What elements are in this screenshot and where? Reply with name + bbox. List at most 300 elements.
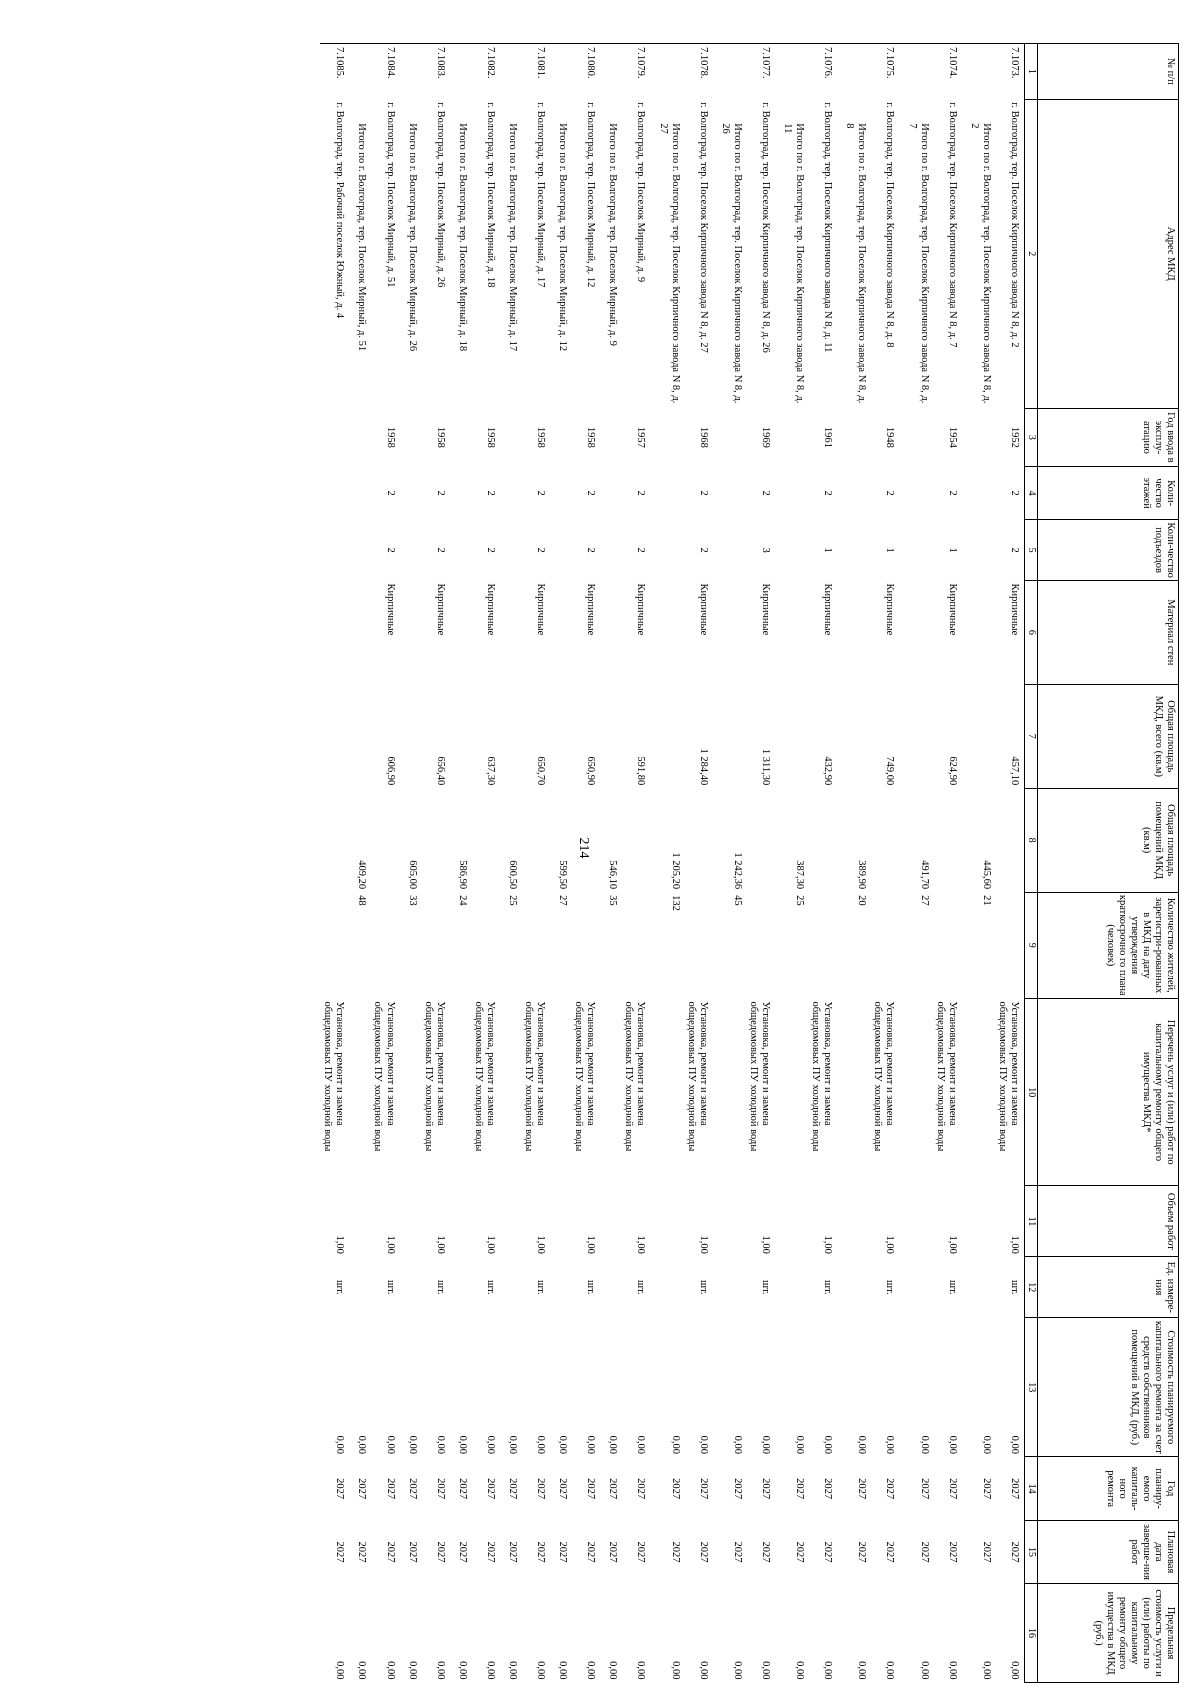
total-area-cell: 1 311,30 xyxy=(760,748,771,786)
subtotal-repair-year-cell: 2027 xyxy=(406,1478,418,1500)
subtotal-cost-cell: 0,00 xyxy=(794,1435,806,1454)
column-number-cell: 16 xyxy=(1025,1584,1038,1683)
table-row xyxy=(421,44,450,1683)
work-list-cell: Установка, ремонт и замена общедомовых ПУ холодной воды xyxy=(372,1001,396,1152)
limit-cost-cell: 0,00 xyxy=(334,1661,346,1680)
subtotal-completion-year-cell: 2027 xyxy=(356,1541,368,1563)
row-number-cell: 7.1078. xyxy=(684,44,713,100)
wall-material-cell: Кирпичные xyxy=(822,583,834,636)
subtotal-completion-year-cell: 2027 xyxy=(794,1541,806,1563)
unit-cell: шт. xyxy=(334,1279,346,1295)
completion-year-cell: 2027 xyxy=(1009,1541,1020,1563)
subtotal-address-cell: Итого по г. Волгоград, тер. Поселок Кирпичного завода N 8, д. 7 xyxy=(906,123,930,404)
subtotal-row xyxy=(775,44,808,1683)
repair-year-cell: 2027 xyxy=(384,1478,396,1500)
subtotal-completion-year-cell: 2027 xyxy=(731,1541,743,1563)
floors-cell: 2 xyxy=(535,490,547,496)
repair-year-cell: 2027 xyxy=(697,1478,709,1500)
address-cell: г. Волгоград, тер. Рабочий поселок Южный, д. 4 xyxy=(334,102,346,319)
subtotal-limit-cost-cell: 0,00 xyxy=(669,1661,681,1680)
residents-cell xyxy=(320,892,349,998)
subtotal-empty-cell xyxy=(962,408,995,466)
address-cell: г. Волгоград, тер. Поселок Кирпичного завода N 8, д. 7 xyxy=(946,102,958,348)
subtotal-premises-area-cell: 409,20 xyxy=(356,860,368,890)
wall-material-cell: Кирпичные xyxy=(1009,583,1020,636)
premises-area-cell xyxy=(995,788,1025,892)
subtotal-limit-cost-cell: 0,00 xyxy=(794,1661,806,1680)
subtotal-number-cell xyxy=(837,44,870,100)
table-row xyxy=(808,44,837,1683)
subtotal-empty-cell xyxy=(349,684,370,788)
unit-cell: шт. xyxy=(1009,1279,1020,1295)
floors-cell: 2 xyxy=(760,490,771,496)
row-number-cell: 7.1073. xyxy=(995,44,1025,100)
subtotal-completion-year-cell: 2027 xyxy=(607,1541,619,1563)
limit-cost-cell: 0,00 xyxy=(585,1661,597,1680)
subtotal-cost-cell: 0,00 xyxy=(456,1435,468,1454)
subtotal-repair-year-cell: 2027 xyxy=(918,1478,930,1500)
limit-cost-cell: 0,00 xyxy=(484,1661,496,1680)
total-area-cell: 624,90 xyxy=(946,756,958,786)
table-body xyxy=(320,44,1024,1683)
row-number-cell: 7.1083. xyxy=(421,44,450,100)
limit-cost-cell: 0,00 xyxy=(822,1661,834,1680)
subtotal-row xyxy=(500,44,521,1683)
completion-year-cell: 2027 xyxy=(697,1541,709,1563)
premises-area-cell xyxy=(521,788,550,892)
subtotal-premises-area-cell: 546,10 xyxy=(607,860,619,890)
subtotal-empty-cell xyxy=(713,1257,746,1318)
floors-cell: 2 xyxy=(946,490,958,496)
owners-cost-cell: 0,00 xyxy=(1009,1435,1020,1454)
total-area-cell: 637,30 xyxy=(484,756,496,786)
wall-material-cell: Кирпичные xyxy=(946,583,958,636)
subtotal-cost-cell: 0,00 xyxy=(607,1435,619,1454)
completion-year-cell: 2027 xyxy=(884,1541,896,1563)
subtotal-empty-cell xyxy=(775,1186,808,1257)
premises-area-cell xyxy=(870,788,899,892)
completion-year-cell: 2027 xyxy=(484,1541,496,1563)
subtotal-empty-cell xyxy=(450,1186,471,1257)
subtotal-number-cell xyxy=(962,44,995,100)
subtotal-repair-year-cell: 2027 xyxy=(356,1478,368,1500)
entrances-cell: 2 xyxy=(1009,547,1020,553)
residents-cell xyxy=(471,892,500,998)
subtotal-empty-cell xyxy=(550,1257,571,1318)
subtotal-empty-cell xyxy=(651,467,684,520)
owners-cost-cell: 0,00 xyxy=(635,1435,647,1454)
subtotal-empty-cell xyxy=(775,467,808,520)
subtotal-empty-cell xyxy=(600,684,621,788)
subtotal-completion-year-cell: 2027 xyxy=(406,1541,418,1563)
subtotal-empty-cell xyxy=(450,998,471,1185)
column-number-cell: 8 xyxy=(1025,788,1038,892)
header-cell: Количество жителей, зарегистри-рованных в МКД на дату утверждения краткосрочно го плана (человек) xyxy=(1038,892,1179,998)
row-number-cell: 7.1075. xyxy=(870,44,899,100)
subtotal-empty-cell xyxy=(500,684,521,788)
unit-cell: шт. xyxy=(635,1279,647,1295)
repair-year-cell: 2027 xyxy=(334,1478,346,1500)
work-list-cell: Установка, ремонт и замена общедомовых ПУ холодной воды xyxy=(573,1001,597,1152)
subtotal-empty-cell xyxy=(713,467,746,520)
subtotal-row xyxy=(900,44,933,1683)
residents-cell xyxy=(571,892,600,998)
wall-material-cell: Кирпичные xyxy=(384,583,396,636)
subtotal-completion-year-cell: 2027 xyxy=(980,1541,992,1563)
subtotal-empty-cell xyxy=(962,1257,995,1318)
work-list-cell: Установка, ремонт и замена общедомовых ПУ холодной воды xyxy=(523,1001,547,1152)
subtotal-repair-year-cell: 2027 xyxy=(507,1478,518,1500)
residents-cell xyxy=(370,892,399,998)
row-number-cell: 7.1076. xyxy=(808,44,837,100)
subtotal-premises-area-cell: 445,60 xyxy=(980,860,992,890)
subtotal-cost-cell: 0,00 xyxy=(980,1435,992,1454)
residents-cell xyxy=(621,892,650,998)
subtotal-empty-cell xyxy=(713,684,746,788)
table-row xyxy=(571,44,600,1683)
subtotal-residents-cell: 132 xyxy=(669,895,681,911)
owners-cost-cell: 0,00 xyxy=(697,1435,709,1454)
owners-cost-cell: 0,00 xyxy=(334,1435,346,1454)
subtotal-cost-cell: 0,00 xyxy=(669,1435,681,1454)
commission-year-cell: 1968 xyxy=(697,426,709,448)
subtotal-address-cell: Итого по г. Волгоград, тер. Поселок Кирпичного завода N 8, д. 2 xyxy=(968,123,992,404)
subtotal-empty-cell xyxy=(550,520,571,581)
commission-year-cell: 1958 xyxy=(585,426,597,448)
subtotal-empty-cell xyxy=(550,467,571,520)
subtotal-empty-cell xyxy=(500,998,521,1185)
subtotal-empty-cell xyxy=(500,1186,521,1257)
subtotal-empty-cell xyxy=(400,1257,421,1318)
subtotal-number-cell xyxy=(500,44,521,100)
subtotal-empty-cell xyxy=(651,581,684,685)
subtotal-limit-cost-cell: 0,00 xyxy=(356,1661,368,1680)
column-number-cell: 11 xyxy=(1025,1186,1038,1257)
column-number-row xyxy=(1025,44,1038,1683)
repair-year-cell: 2027 xyxy=(1009,1478,1020,1500)
work-volume-cell: 1,00 xyxy=(334,1235,346,1254)
header-cell: Предельная стоимость услуги и (или) работы по капитальному ремонту общего имущества в МКД (руб.) xyxy=(1038,1584,1179,1683)
row-number-cell: 7.1081. xyxy=(521,44,550,100)
subtotal-empty-cell xyxy=(837,684,870,788)
owners-cost-cell: 0,00 xyxy=(884,1435,896,1454)
work-list-cell: Установка, ремонт и замена общедомовых ПУ холодной воды xyxy=(623,1001,647,1152)
work-list-cell: Установка, ремонт и замена общедомовых ПУ холодной воды xyxy=(747,1001,771,1152)
premises-area-cell xyxy=(746,788,775,892)
wall-material-cell: Кирпичные xyxy=(535,583,547,636)
entrances-cell: 2 xyxy=(384,547,396,553)
total-area-cell: 457,10 xyxy=(1009,756,1020,786)
limit-cost-cell: 0,00 xyxy=(434,1661,446,1680)
premises-area-cell xyxy=(421,788,450,892)
subtotal-empty-cell xyxy=(962,1186,995,1257)
completion-year-cell: 2027 xyxy=(434,1541,446,1563)
subtotal-row xyxy=(651,44,684,1683)
subtotal-repair-year-cell: 2027 xyxy=(856,1478,868,1500)
subtotal-empty-cell xyxy=(400,408,421,466)
work-volume-cell: 1,00 xyxy=(760,1235,771,1254)
subtotal-empty-cell xyxy=(775,581,808,685)
owners-cost-cell: 0,00 xyxy=(760,1435,771,1454)
subtotal-empty-cell xyxy=(837,998,870,1185)
total-area-cell: 1 284,40 xyxy=(697,748,709,786)
subtotal-empty-cell xyxy=(349,467,370,520)
work-list-cell: Установка, ремонт и замена общедомовых ПУ холодной воды xyxy=(472,1001,496,1152)
header-cell: № п/п xyxy=(1038,44,1179,100)
subtotal-residents-cell: 27 xyxy=(557,895,569,906)
subtotal-cost-cell: 0,00 xyxy=(406,1435,418,1454)
subtotal-premises-area-cell: 586,90 xyxy=(456,860,468,890)
subtotal-empty-cell xyxy=(837,467,870,520)
owners-cost-cell: 0,00 xyxy=(384,1435,396,1454)
subtotal-empty-cell xyxy=(900,1186,933,1257)
header-cell: Год планиру-емого капиталь-ного ремонта xyxy=(1038,1457,1179,1520)
work-volume-cell: 1,00 xyxy=(884,1235,896,1254)
limit-cost-cell: 0,00 xyxy=(760,1661,771,1680)
subtotal-empty-cell xyxy=(600,1257,621,1318)
residents-cell xyxy=(421,892,450,998)
subtotal-cost-cell: 0,00 xyxy=(856,1435,868,1454)
subtotal-premises-area-cell: 387,30 xyxy=(794,860,806,890)
header-cell: Объем работ xyxy=(1038,1186,1179,1257)
repair-year-cell: 2027 xyxy=(822,1478,834,1500)
residents-cell xyxy=(870,892,899,998)
work-volume-cell: 1,00 xyxy=(635,1235,647,1254)
subtotal-repair-year-cell: 2027 xyxy=(794,1478,806,1500)
commission-year-cell: 1958 xyxy=(484,426,496,448)
entrances-cell: 2 xyxy=(635,547,647,553)
table-row xyxy=(320,44,349,1683)
wall-material-cell xyxy=(320,581,349,685)
subtotal-empty-cell xyxy=(450,581,471,685)
subtotal-empty-cell xyxy=(400,467,421,520)
subtotal-completion-year-cell: 2027 xyxy=(557,1541,569,1563)
address-cell: г. Волгоград, тер. Поселок Кирпичного завода N 8, д. 8 xyxy=(884,102,896,348)
premises-area-cell xyxy=(621,788,650,892)
subtotal-number-cell xyxy=(400,44,421,100)
owners-cost-cell: 0,00 xyxy=(822,1435,834,1454)
completion-year-cell: 2027 xyxy=(822,1541,834,1563)
subtotal-limit-cost-cell: 0,00 xyxy=(980,1661,992,1680)
subtotal-residents-cell: 48 xyxy=(356,895,368,906)
subtotal-repair-year-cell: 2027 xyxy=(980,1478,992,1500)
address-cell: г. Волгоград, тер. Поселок Кирпичного завода N 8, д. 2 xyxy=(1009,102,1020,348)
work-list-cell: Установка, ремонт и замена общедомовых ПУ холодной воды xyxy=(322,1001,346,1152)
subtotal-number-cell xyxy=(600,44,621,100)
subtotal-empty-cell xyxy=(775,1257,808,1318)
limit-cost-cell: 0,00 xyxy=(384,1661,396,1680)
subtotal-number-cell xyxy=(775,44,808,100)
header-row xyxy=(1038,44,1179,1683)
work-list-cell: Установка, ремонт и замена общедомовых ПУ холодной воды xyxy=(810,1001,834,1152)
entrances-cell: 2 xyxy=(535,547,547,553)
owners-cost-cell: 0,00 xyxy=(585,1435,597,1454)
wall-material-cell: Кирпичные xyxy=(884,583,896,636)
address-cell: г. Волгоград, тер. Поселок Мирный, д. 18 xyxy=(484,102,496,288)
address-cell: г. Волгоград, тер. Поселок Мирный, д. 51 xyxy=(384,102,396,288)
subtotal-address-cell: Итого по г. Волгоград, тер. Поселок Мирный, д. 12 xyxy=(557,123,569,352)
column-number-cell: 2 xyxy=(1025,99,1038,408)
floors-cell: 2 xyxy=(384,490,396,496)
subtotal-empty-cell xyxy=(837,1186,870,1257)
repair-plan-table xyxy=(320,43,1179,1683)
subtotal-empty-cell xyxy=(713,1186,746,1257)
subtotal-address-cell: Итого по г. Волгоград, тер. Поселок Кирпичного завода N 8, д. 8 xyxy=(844,123,868,404)
subtotal-empty-cell xyxy=(349,1186,370,1257)
subtotal-address-cell: Итого по г. Волгоград, тер. Поселок Кирпичного завода N 8, д. 27 xyxy=(657,123,681,404)
floors-cell: 2 xyxy=(1009,490,1020,496)
wall-material-cell: Кирпичные xyxy=(434,583,446,636)
subtotal-repair-year-cell: 2027 xyxy=(607,1478,619,1500)
limit-cost-cell: 0,00 xyxy=(697,1661,709,1680)
subtotal-empty-cell xyxy=(550,408,571,466)
column-number-cell: 1 xyxy=(1025,44,1038,100)
unit-cell: шт. xyxy=(884,1279,896,1295)
subtotal-empty-cell xyxy=(713,998,746,1185)
premises-area-cell xyxy=(571,788,600,892)
subtotal-empty-cell xyxy=(713,520,746,581)
subtotal-empty-cell xyxy=(450,467,471,520)
rotated-page xyxy=(39,43,1179,1683)
subtotal-empty-cell xyxy=(962,998,995,1185)
repair-year-cell: 2027 xyxy=(434,1478,446,1500)
table-row xyxy=(995,44,1025,1683)
subtotal-empty-cell xyxy=(651,1257,684,1318)
commission-year-cell: 1952 xyxy=(1009,426,1020,448)
subtotal-empty-cell xyxy=(550,998,571,1185)
subtotal-empty-cell xyxy=(400,581,421,685)
column-number-cell: 13 xyxy=(1025,1318,1038,1457)
subtotal-repair-year-cell: 2027 xyxy=(731,1478,743,1500)
table-row xyxy=(933,44,962,1683)
subtotal-empty-cell xyxy=(400,1186,421,1257)
subtotal-empty-cell xyxy=(651,520,684,581)
subtotal-address-cell: Итого по г. Волгоград, тер. Поселок Мирный, д. 18 xyxy=(456,123,468,352)
completion-year-cell: 2027 xyxy=(384,1541,396,1563)
subtotal-empty-cell xyxy=(600,998,621,1185)
subtotal-address-cell: Итого по г. Волгоград, тер. Поселок Мирный, д. 17 xyxy=(507,123,518,352)
column-number-cell: 12 xyxy=(1025,1257,1038,1318)
repair-year-cell: 2027 xyxy=(585,1478,597,1500)
row-number-cell: 7.1074. xyxy=(933,44,962,100)
row-number-cell: 7.1084. xyxy=(370,44,399,100)
wall-material-cell: Кирпичные xyxy=(484,583,496,636)
commission-year-cell: 1958 xyxy=(535,426,547,448)
subtotal-repair-year-cell: 2027 xyxy=(557,1478,569,1500)
row-number-cell: 7.1085. xyxy=(320,44,349,100)
limit-cost-cell: 0,00 xyxy=(635,1661,647,1680)
subtotal-empty-cell xyxy=(500,520,521,581)
subtotal-residents-cell: 24 xyxy=(456,895,468,906)
subtotal-empty-cell xyxy=(349,998,370,1185)
entrances-cell: 2 xyxy=(585,547,597,553)
header-cell: Стоимость планируемого капитального ремонта за счет средств собственников помещений в МКД, (руб.) xyxy=(1038,1318,1179,1457)
repair-year-cell: 2027 xyxy=(635,1478,647,1500)
subtotal-empty-cell xyxy=(550,581,571,685)
table-header xyxy=(1025,44,1179,1683)
header-cell: Адрес МКД xyxy=(1038,99,1179,408)
table-row xyxy=(621,44,650,1683)
subtotal-empty-cell xyxy=(600,1186,621,1257)
column-number-cell: 14 xyxy=(1025,1457,1038,1520)
work-volume-cell: 1,00 xyxy=(822,1235,834,1254)
subtotal-cost-cell: 0,00 xyxy=(507,1435,518,1454)
premises-area-cell xyxy=(933,788,962,892)
entrances-cell: 1 xyxy=(884,547,896,553)
subtotal-row xyxy=(837,44,870,1683)
row-number-cell: 7.1080. xyxy=(571,44,600,100)
subtotal-limit-cost-cell: 0,00 xyxy=(406,1661,418,1680)
subtotal-number-cell xyxy=(651,44,684,100)
subtotal-address-cell: Итого по г. Волгоград, тер. Поселок Мирный, д. 9 xyxy=(607,123,619,346)
work-volume-cell: 1,00 xyxy=(535,1235,547,1254)
unit-cell: шт. xyxy=(384,1279,396,1295)
subtotal-empty-cell xyxy=(500,1257,521,1318)
header-cell: Год ввода в эксплу-атацию xyxy=(1038,408,1179,466)
subtotal-empty-cell xyxy=(900,467,933,520)
header-cell: Общая площадь МКД, всего (кв.м) xyxy=(1038,684,1179,788)
subtotal-empty-cell xyxy=(900,998,933,1185)
repair-year-cell: 2027 xyxy=(946,1478,958,1500)
unit-cell: шт. xyxy=(697,1279,709,1295)
row-number-cell: 7.1077. xyxy=(746,44,775,100)
owners-cost-cell: 0,00 xyxy=(946,1435,958,1454)
header-cell: Коли-чество этажей xyxy=(1038,467,1179,520)
commission-year-cell: 1948 xyxy=(884,426,896,448)
residents-cell xyxy=(684,892,713,998)
subtotal-address-cell: Итого по г. Волгоград, тер. Поселок Мирный, д. 26 xyxy=(406,123,418,352)
total-area-cell xyxy=(320,684,349,788)
header-cell: Материал стен xyxy=(1038,581,1179,685)
subtotal-empty-cell xyxy=(775,998,808,1185)
subtotal-row xyxy=(450,44,471,1683)
owners-cost-cell: 0,00 xyxy=(434,1435,446,1454)
completion-year-cell: 2027 xyxy=(585,1541,597,1563)
header-cell: Ед. измере-ния xyxy=(1038,1257,1179,1318)
subtotal-premises-area-cell: 599,50 xyxy=(557,860,569,890)
total-area-cell: 656,40 xyxy=(434,756,446,786)
subtotal-empty-cell xyxy=(600,467,621,520)
subtotal-cost-cell: 0,00 xyxy=(356,1435,368,1454)
unit-cell: шт. xyxy=(946,1279,958,1295)
subtotal-empty-cell xyxy=(349,581,370,685)
subtotal-premises-area-cell: 491,70 xyxy=(918,860,930,890)
address-cell: г. Волгоград, тер. Поселок Кирпичного завода N 8, д. 11 xyxy=(822,102,834,353)
subtotal-premises-area-cell: 600,50 xyxy=(507,860,518,890)
subtotal-address-cell: Итого по г. Волгоград, тер. Поселок Кирпичного завода N 8, д. 26 xyxy=(719,123,743,404)
subtotal-empty-cell xyxy=(837,581,870,685)
floors-cell: 2 xyxy=(697,490,709,496)
work-volume-cell: 1,00 xyxy=(384,1235,396,1254)
premises-area-cell xyxy=(370,788,399,892)
repair-year-cell: 2027 xyxy=(535,1478,547,1500)
subtotal-cost-cell: 0,00 xyxy=(731,1435,743,1454)
subtotal-completion-year-cell: 2027 xyxy=(918,1541,930,1563)
subtotal-residents-cell: 25 xyxy=(507,895,518,906)
total-area-cell: 606,90 xyxy=(384,756,396,786)
floors-cell xyxy=(320,467,349,520)
completion-year-cell: 2027 xyxy=(535,1541,547,1563)
subtotal-address-cell: Итого по г. Волгоград, тер. Поселок Мирный, д. 51 xyxy=(356,123,368,352)
subtotal-empty-cell xyxy=(775,408,808,466)
subtotal-limit-cost-cell: 0,00 xyxy=(856,1661,868,1680)
unit-cell: шт. xyxy=(484,1279,496,1295)
subtotal-empty-cell xyxy=(962,684,995,788)
residents-cell xyxy=(933,892,962,998)
subtotal-empty-cell xyxy=(600,520,621,581)
commission-year-cell: 1969 xyxy=(760,426,771,448)
subtotal-premises-area-cell: 1 242,36 xyxy=(731,852,743,890)
